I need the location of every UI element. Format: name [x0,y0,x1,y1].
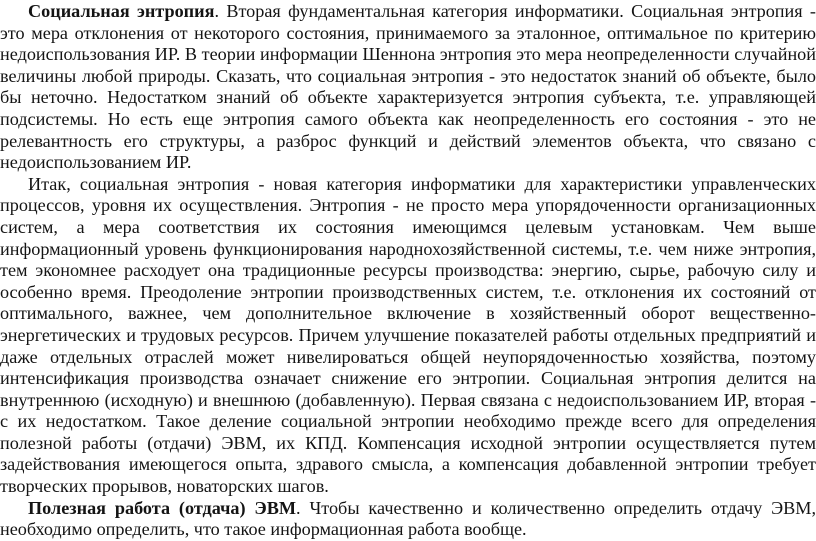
paragraph-text: Итак, социальная энтропия - новая категория информатики для характеристики управленческих процессов, уровня их осуществления. Энтропия - не просто мера упорядоченности организационных систем, а мера соответствия их состояния имеющимся целевым установкам. Чем выше информационный уровень функционирования народнохозяйственной системы, т.е. чем ниже энтропия, тем экономнее расходует она традиционные ресурсы производства: энергию, сырье, рабочую силу и особенно время. Преодоление энтропии производственных систем, т.е. отклонения их состояний от оптимального, важнее, чем дополнительное включение в хозяйственный оборот вещественно-энергетических и трудовых ресурсов. Причем улучшение показателей работы отдельных предприятий и даже отдельных отраслей может нивелироваться общей неупорядоченностью хозяйства, поэтому интенсификация производства означает снижение его энтропии. Социальная энтропия делится на внутреннюю (исходную) и внешнюю (добавленную). Первая связана с недоиспользованием ИР, вторая - с их недостатком. Такое деление социальной энтропии необходимо прежде всего для определения полезной работы (отдачи) ЭВМ, их КПД. Компенсация исходной энтропии осуществляется путем задействования имеющегося опыта, здравого смысла, а компенсация добавленной энтропии требует творческих прорывов, новаторских шагов. [0,173,816,497]
paragraph-text: . Чтобы качественно и количественно определить отдачу ЭВМ, необходимо определить, что такое информационная работа вообще. [0,497,816,540]
paragraph-useful-work [0,498,816,541]
term-useful-work: Полезная работа (отдача) ЭВМ [28,497,297,518]
paragraph-social-entropy [0,1,816,174]
paragraph-summary [0,174,816,498]
paragraph-text: . Вторая фундаментальная категория информатики. Социальная энтропия - это мера отклонения от некоторого состояния, принимаемого за эталонное, оптимальное по критерию недоиспользования ИР. В теории информации Шеннона энтропия это мера неопределенности случайной величины любой природы. Сказать, что социальная энтропия - это недостаток знаний об объекте, было бы неточно. Недостатком знаний об объекте характеризуется энтропия субъекта, т.е. управляющей подсистемы. Но есть еще энтропия самого объекта как неопределенность его состояния - это не релевантность его структуры, а разброс функций и действий элементов объекта, что связано с недоиспользованием ИР. [0,1,816,173]
term-social-entropy: Социальная энтропия [28,1,215,21]
